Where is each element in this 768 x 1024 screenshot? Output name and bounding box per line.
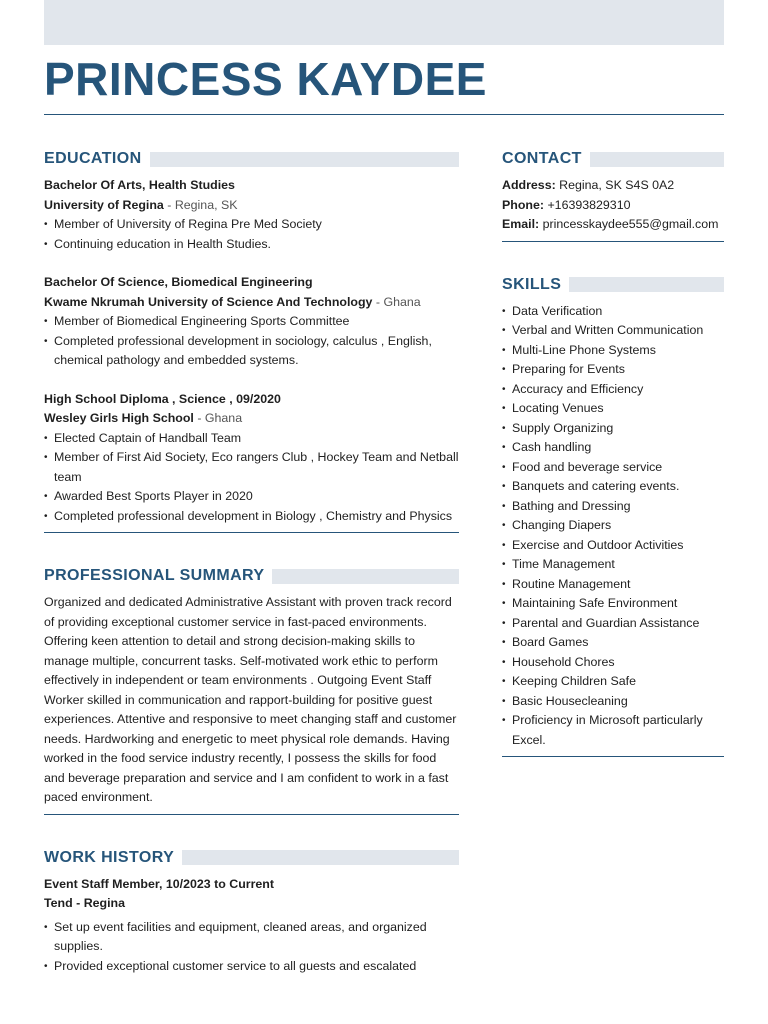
- job-role: Event Staff Member, 10/2023 to Current: [44, 876, 274, 891]
- list-item: • Completed professional development in sociology, calculus , English, chemical pathology and embedded systems.: [44, 332, 459, 371]
- education-header: [44, 150, 459, 168]
- skill-item: • Data Verification: [502, 302, 724, 322]
- school-name: University of Regina: [44, 197, 164, 212]
- skill-item: • Household Chores: [502, 653, 724, 673]
- degree: Bachelor Of Science, Biomedical Engineering: [44, 275, 313, 289]
- skill-item: • Time Management: [502, 555, 724, 575]
- skill-item: • Exercise and Outdoor Activities: [502, 536, 724, 556]
- skills-title: SKILLS: [502, 275, 562, 293]
- skill-item: • Accuracy and Efficiency: [502, 380, 724, 400]
- list-item: • Set up event facilities and equipment, cleaned areas, and organized supplies.: [44, 918, 459, 957]
- job-employer: Tend - Regina: [44, 896, 125, 910]
- degree: High School Diploma , Science , 09/2020: [44, 391, 281, 406]
- summary-title: PROFESSIONAL SUMMARY: [44, 567, 265, 584]
- candidate-name: PRINCESS KAYDEE: [44, 53, 487, 105]
- skill-item: • Cash handling: [502, 438, 724, 458]
- list-item: • Elected Captain of Handball Team: [44, 429, 459, 449]
- skill-item: • Routine Management: [502, 575, 724, 595]
- skill-item: • Banquets and catering events.: [502, 477, 724, 497]
- school-location: - Ghana: [372, 294, 421, 309]
- list-item: • Member of University of Regina Pre Med Society: [44, 215, 459, 235]
- skill-item: • Proficiency in Microsoft particularly Excel.: [502, 711, 724, 750]
- skill-item: • Verbal and Written Communication: [502, 321, 724, 341]
- skill-item: • Changing Diapers: [502, 516, 724, 536]
- summary-header: [44, 567, 459, 585]
- work-header: [44, 849, 459, 867]
- section-divider: [502, 756, 724, 757]
- section-bar: [272, 569, 459, 584]
- school-name: Wesley Girls High School: [44, 411, 194, 425]
- skill-item: • Maintaining Safe Environment: [502, 594, 724, 614]
- skill-item: • Keeping Children Safe: [502, 672, 724, 692]
- skills-list: [502, 302, 724, 751]
- section-bar: [150, 152, 459, 167]
- list-item: • Member of First Aid Society, Eco rangers Club , Hockey Team and Netball team: [44, 448, 459, 487]
- email-value: princesskaydee555@gmail.com: [539, 217, 719, 231]
- list-item: • Continuing education in Health Studies.: [44, 235, 459, 255]
- email-label: Email:: [502, 217, 540, 231]
- left-column: [44, 150, 459, 976]
- header-band: [44, 0, 724, 45]
- list-item: • Completed professional development in Biology , Chemistry and Physics: [44, 507, 459, 527]
- skill-item: • Food and beverage service: [502, 458, 724, 478]
- section-bar: [569, 277, 724, 292]
- name-divider: [44, 114, 724, 115]
- section-bar: [590, 152, 724, 167]
- skill-item: • Locating Venues: [502, 399, 724, 419]
- section-bar: [182, 850, 459, 865]
- education-entry: [44, 176, 459, 254]
- school-name: Kwame Nkrumah University of Science And Technology: [44, 294, 373, 309]
- skill-item: • Board Games: [502, 633, 724, 653]
- skill-item: • Preparing for Events: [502, 360, 724, 380]
- skill-item: • Basic Housecleaning: [502, 692, 724, 712]
- phone-label: Phone:: [502, 197, 544, 212]
- summary-text: Organized and dedicated Administrative Assistant with proven track record of providing exceptional customer service in fast-paced environments. Offering keen attention to detail and strong decision-making skills to manage multiple, concurrent tasks. Self-motivated work ethic to perform effectively in independent or team environments . Outgoing Event Staff Worker skilled in communication and rapport-building for positive guest experiences. Attentive and responsive to meet changing staff and customer needs. Hardworking and energetic to meet physical role demands. Having worked in the food service industry recently, I possess the skills for food and beverage preparation and service and I am confident to work in a fast paced environment.: [44, 595, 457, 804]
- phone-value: +16393829310: [544, 197, 631, 212]
- skill-item: • Multi-Line Phone Systems: [502, 341, 724, 361]
- address-value: Regina, SK S4S 0A2: [555, 178, 675, 192]
- school-location: - Regina, SK: [163, 197, 238, 212]
- skills-header: [502, 276, 724, 294]
- work-title: WORK HISTORY: [44, 848, 175, 866]
- skill-item: • Bathing and Dressing: [502, 497, 724, 517]
- school-location: - Ghana: [193, 411, 243, 425]
- list-item: • Provided exceptional customer service to all guests and escalated: [44, 957, 459, 977]
- degree: Bachelor Of Arts, Health Studies: [44, 178, 235, 192]
- contact-title: CONTACT: [502, 150, 582, 167]
- right-column: [502, 150, 724, 757]
- skill-item: • Parental and Guardian Assistance: [502, 614, 724, 634]
- list-item: • Awarded Best Sports Player in 2020: [44, 487, 459, 507]
- skill-item: • Supply Organizing: [502, 419, 724, 439]
- list-item: • Member of Biomedical Engineering Sports Committee: [44, 312, 459, 332]
- education-entry: [44, 273, 459, 371]
- education-entry: [44, 390, 459, 527]
- contact-header: [502, 150, 724, 168]
- education-title: EDUCATION: [44, 150, 142, 167]
- address-label: Address:: [502, 178, 556, 192]
